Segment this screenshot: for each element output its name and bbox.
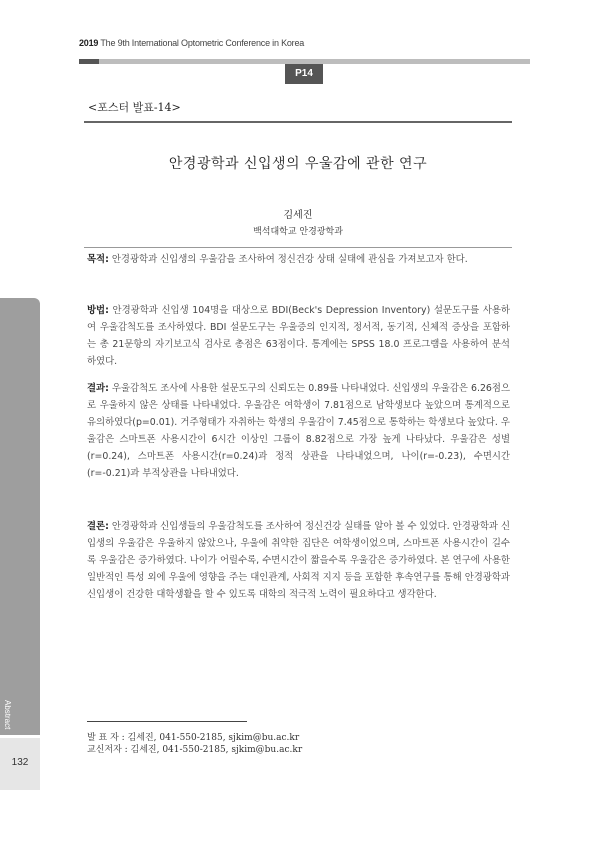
section-text: 우울감척도 조사에 사용한 설문도구의 신뢰도는 0.89를 나타내었다. 신입생의 우울감은 6.26점으로 우울하지 않은 상태를 나타내었다. 우울감은 여학생이 7.81점으로 남학생보다 높았으며 통계적으로 유의하였다(p=0.01). 거주형태가 자취하는 학생의 우울감이 7.45점으로 통학하는 학생보다 높았다. 우울감은 스마트폰 사용시간이 6시간 이상인 그룹이 8.82점으로 가장 높게 나타났다. 우울감은 성별(r=0.24), 스마트폰 사용시간(r=0.24)과 정적 상관을 나타내었으며, 나이(r=-0.23), 수면시간(r=-0.21)과 부적상관을 나타내었다. — [87, 383, 510, 479]
author-affiliation: 백석대학교 안경광학과 — [253, 227, 343, 237]
running-header — [79, 38, 304, 48]
section-purpose — [87, 251, 510, 268]
poster-tag: P14 — [285, 64, 323, 84]
section-label: 결과: — [87, 383, 109, 394]
section-text: 안경광학과 신입생의 우울감을 조사하여 정신건강 상태 실태에 관심을 가져보고자 한다. — [108, 254, 468, 265]
footnote-presenter: 발 표 자 : 김세진, 041-550-2185, sjkim@bu.ac.kr — [87, 733, 300, 743]
title-block — [84, 121, 512, 248]
side-tab — [0, 298, 40, 735]
header-conference: The 9th International Optometric Conference in Korea — [100, 38, 305, 48]
section-text: 안경광학과 신입생 104명을 대상으로 BDI(Beck's Depression Inventory) 설문도구를 사용하여 우울감척도를 조사하였다. BDI 설문도구는 우울증의 인지적, 정서적, 동기적, 신체적 증상을 포함하는 총 21문항의 자기보고식 검사로 총점은 63점이다. 통계에는 SPSS 18.0 프로그램을 사용하여 분석하였다. — [87, 305, 510, 367]
footnote-rule — [87, 721, 247, 722]
poster-number: <포스터 발표-14> — [88, 101, 181, 114]
section-label: 목적: — [87, 254, 109, 265]
section-method — [87, 302, 510, 370]
section-label: 결론: — [87, 521, 109, 532]
author-name: 김세진 — [283, 210, 313, 221]
section-results — [87, 380, 510, 482]
section-text: 안경광학과 신입생들의 우울감척도를 조사하여 정신건강 실태를 알아 볼 수 있었다. 안경광학과 신입생의 우울감은 우울하지 않았으나, 우울에 취약한 집단은 여학생이었으며, 스마트폰 사용시간이 길수록 우울감은 증가하였다. 나이가 어릴수록, 수면시간이 짧을수록 우울감은 증가하였다. 본 연구에 사용한 일반적인 특성 외에 우울에 영향을 주는 대인관계, 사회적 지지 등을 포함한 후속연구를 통해 안경광학과 신입생이 건강한 대학생활을 할 수 있도록 대학의 적극적 노력이 필요하다고 생각한다. — [87, 521, 510, 600]
header-year: 2019 — [79, 38, 99, 48]
section-label: 방법: — [87, 305, 109, 316]
section-conclusion — [87, 518, 510, 603]
header-rule-dark — [79, 59, 99, 64]
side-tab-label: Abstract — [3, 700, 12, 730]
footnote-corresponding: 교신저자 : 김세진, 041-550-2185, sjkim@bu.ac.kr — [87, 745, 303, 755]
page-title: 안경광학과 신입생의 우울감에 관한 연구 — [168, 156, 428, 172]
page-number: 132 — [11, 757, 29, 768]
